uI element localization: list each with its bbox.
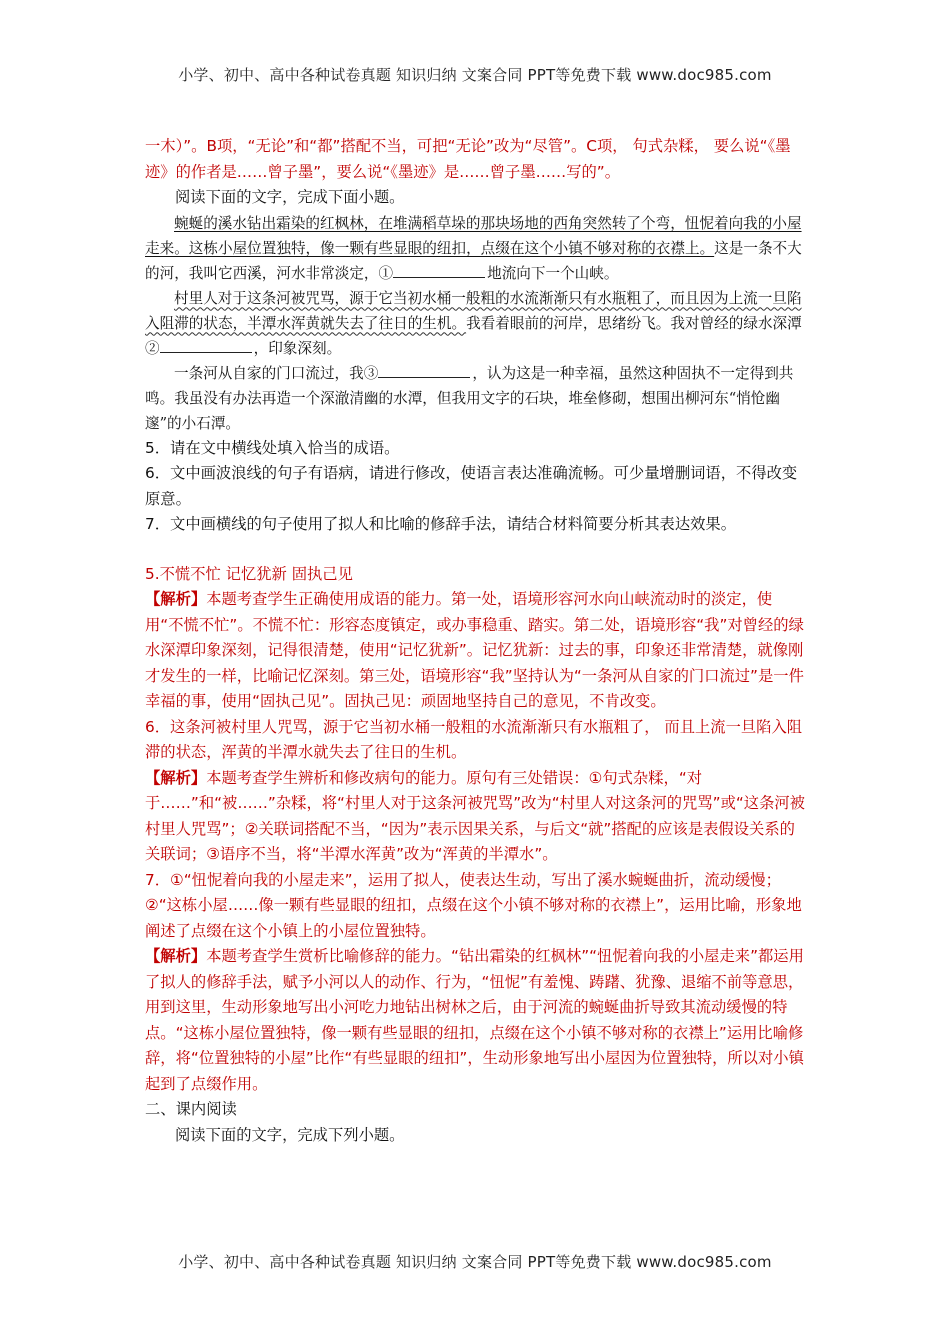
passage-paragraph-3 bbox=[145, 361, 810, 436]
analysis-6: 【解析】本题考查学生辨析和修改病句的能力。原句有三处错误：①句式杂糅，“对于……”和“被……”杂糅，将“村里人对于这条河被咒骂”改为“村里人对这条河的咒骂”或“这条河被村里人咒骂”；②关联词搭配不当，“因为”表示因果关系，与后文“就”搭配的应该是表假设关系的关联词；③语序不当，将“半潭水浑黄”改为“浑黄的半潭水”。 bbox=[145, 768, 805, 863]
fill-blank-1 bbox=[393, 262, 485, 278]
answer-6: 6．这条河被村里人咒骂，源于它当初水桶一般粗的水流渐渐只有水瓶粗了， 而且上流一旦陷入阻滞的状态，浑黄的半潭水就失去了往日的生机。 bbox=[145, 717, 803, 761]
fill-blank-2 bbox=[160, 337, 252, 353]
passage-text: ，印象深刻。 bbox=[253, 339, 342, 357]
wavy-underlined-sentence: 村里人对于这条河被咒骂，源于它当初水桶一般粗的水流渐渐只有水瓶粗了，而且因为上流一旦陷入阻滞的状态，半潭水浑黄就失去了往日的生机。 bbox=[145, 289, 802, 332]
passage-paragraph-2 bbox=[145, 286, 810, 361]
page-footer: 小学、初中、高中各种试卷真题 知识归纳 文案合同 PPT等免费下载 www.doc985.com bbox=[178, 1253, 772, 1271]
passage-text: 这是一条不大的河，我叫它西溪，河水非常淡定，① bbox=[145, 239, 802, 282]
reading-instruction: 阅读下面的文字，完成下面小题。 bbox=[175, 188, 405, 206]
passage-text: ，认为这是一种幸福，虽然这种固执不一定得到共鸣。我虽没有办法再造一个深澈清幽的水潭，但我用文字的石块，堆垒修砌，想围出柳河东“悄怆幽邃”的小石潭。 bbox=[145, 364, 794, 432]
question-5: 5．请在文中横线处填入恰当的成语。 bbox=[145, 438, 400, 457]
passage-paragraph-1 bbox=[145, 211, 810, 286]
previous-answer-tail: 一木）”。B项，“无论”和“都”搭配不当，可把“无论”改为“尽管”。C项， 句式杂糅， 要么说“《墨迹》的作者是……曾子墨”，要么说“《墨迹》是……曾子墨……写的”。 bbox=[145, 137, 791, 181]
passage-text: 地流向下一个山峡。 bbox=[487, 264, 619, 282]
answer-5: 5.不慌不忙 记忆犹新 固执己见 bbox=[145, 564, 353, 583]
analysis-tag: 【解析】 bbox=[145, 768, 207, 787]
reading-passage bbox=[145, 211, 810, 436]
document-body bbox=[145, 134, 810, 1148]
question-6: 6．文中画波浪线的句子有语病，请进行修改，使语言表达准确流畅。可少量增删词语，不得改变原意。 bbox=[145, 464, 798, 508]
question-7: 7．文中画横线的句子使用了拟人和比喻的修辞手法，请结合材料简要分析其表达效果。 bbox=[145, 515, 737, 533]
analysis-7: 【解析】本题考查学生赏析比喻修辞的能力。“钻出霜染的红枫林”“忸怩着向我的小屋走来”都运用了拟人的修辞手法，赋予小河以人的动作、行为，“忸怩”有羞愧、踌躇、犹豫、退缩不前等意思，用到这里，生动形象地写出小河吃力地钻出树林之后，由于河流的蜿蜒曲折导致其流动缓慢的特点。“这栋小屋位置独特，像一颗有些显眼的纽扣，点缀在这个小镇不够对称的衣襟上”运用比喻修辞，将“位置独特的小屋”比作“有些显眼的纽扣”，生动形象地写出小屋因为位置独特，所以对小镇起到了点缀作用。 bbox=[145, 947, 804, 1093]
answer-7: 7．①“忸怩着向我的小屋走来”，运用了拟人，使表达生动，写出了溪水蜿蜒曲折，流动缓慢；②“这栋小屋……像一颗有些显眼的纽扣，点缀在这个小镇不够对称的衣襟上”，运用比喻，形象地阐述了点缀在这个小镇上的小屋位置独特。 bbox=[145, 870, 802, 940]
section-2-title: 二、课内阅读 bbox=[145, 1100, 237, 1118]
answer-section bbox=[145, 562, 810, 1098]
analysis-tag: 【解析】 bbox=[145, 947, 207, 965]
underlined-sentence: 蜿蜒的溪水钻出霜染的红枫林，在堆满稻草垛的那块场地的西角突然转了个弯，忸怩着向我的小屋走来。这栋小屋位置独特，像一颗有些显眼的纽扣，点缀在这个小镇不够对称的衣襟上。 bbox=[145, 214, 802, 257]
passage-text: 一条河从自家的门口流过，我③ bbox=[174, 364, 379, 382]
page-header: 小学、初中、高中各种试卷真题 知识归纳 文案合同 PPT等免费下载 www.doc985.com bbox=[178, 66, 772, 84]
section-2-instruction: 阅读下面的文字，完成下列小题。 bbox=[175, 1125, 405, 1144]
analysis-5: 【解析】本题考查学生正确使用成语的能力。第一处，语境形容河水向山峡流动时的淡定，使用“不慌不忙”。不慌不忙：形容态度镇定，或办事稳重、踏实。第二处，语境形容“我”对曾经的绿水深潭印象深刻，记得很清楚，使用“记忆犹新”。记忆犹新：过去的事，印象还非常清楚，就像刚才发生的一样，比喻记忆深刻。第三处，语境形容“我”坚持认为“一条河从自家的门口流过”是一件幸福的事，使用“固执己见”。固执己见：顽固地坚持自己的意见，不肯改变。 bbox=[145, 590, 804, 710]
fill-blank-3 bbox=[378, 362, 470, 378]
passage-text: 我看着眼前的河岸，思绪纷飞。我对曾经的绿水深潭② bbox=[145, 314, 802, 357]
analysis-tag: 【解析】 bbox=[145, 590, 207, 608]
